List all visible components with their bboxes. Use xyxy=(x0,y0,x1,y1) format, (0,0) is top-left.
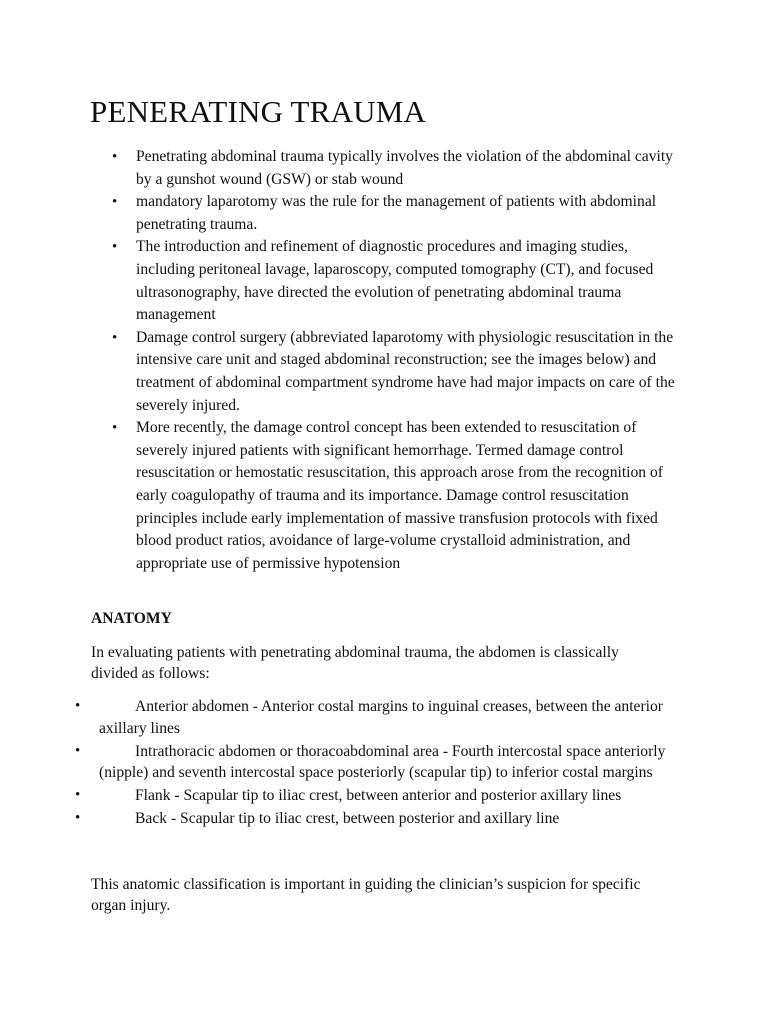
intro-bullet-list xyxy=(110,146,690,575)
list-item: • The introduction and refinement of diagnostic procedures and imaging studies, including peritoneal lavage, laparoscopy, computed tomography (CT), and focused ultrasonography, have directed the evolution of penetrating abdominal trauma management xyxy=(110,236,690,326)
anatomy-lead-paragraph: In evaluating patients with penetrating abdominal trauma, the abdomen is classically divided as follows: xyxy=(91,644,619,682)
list-item: • Penetrating abdominal trauma typically involves the violation of the abdominal cavity by a gunshot wound (GSW) or stab wound xyxy=(110,146,690,191)
list-item: • Damage control surgery (abbreviated laparotomy with physiologic resuscitation in the intensive care unit and staged abdominal reconstruction; see the images below) and treatment of abdominal compartment syndrome have had major impacts on care of the severely injured. xyxy=(110,327,690,417)
anatomy-closing-paragraph: This anatomic classification is important in guiding the clinician’s suspicion for specific organ injury. xyxy=(91,876,641,914)
section-heading-anatomy: ANATOMY xyxy=(91,610,172,627)
list-item: • mandatory laparotomy was the rule for the management of patients with abdominal penetrating trauma. xyxy=(110,191,690,236)
list-item xyxy=(70,785,680,807)
list-item xyxy=(70,696,680,739)
list-item xyxy=(70,741,680,784)
page-title: PENERATING TRAUMA xyxy=(90,94,427,129)
region-text: • Anterior abdomen - Anterior costal margins to inguinal creases, between the anterior axillary lines xyxy=(99,698,663,737)
region-text: • Back - Scapular tip to iliac crest, between posterior and axillary line xyxy=(135,810,560,827)
list-item xyxy=(70,808,680,830)
region-text: • Flank - Scapular tip to iliac crest, between anterior and posterior axillary lines xyxy=(135,787,622,804)
region-text: • Intrathoracic abdomen or thoracoabdominal area - Fourth intercostal space anteriorly (nipple) and seventh intercostal space posteriorly (scapular tip) to inferior costal margins xyxy=(99,742,666,781)
anatomy-region-list xyxy=(70,696,680,831)
list-item: • More recently, the damage control concept has been extended to resuscitation of severely injured patients with significant hemorrhage. Termed damage control resuscitation or hemostatic resuscitation, this approach arose from the recognition of early coagulopathy of trauma and its importance. Damage control resuscitation principles include early implementation of massive transfusion protocols with fixed blood product ratios, avoidance of large-volume crystalloid administration, and appropriate use of permissive hypotension xyxy=(110,417,690,575)
